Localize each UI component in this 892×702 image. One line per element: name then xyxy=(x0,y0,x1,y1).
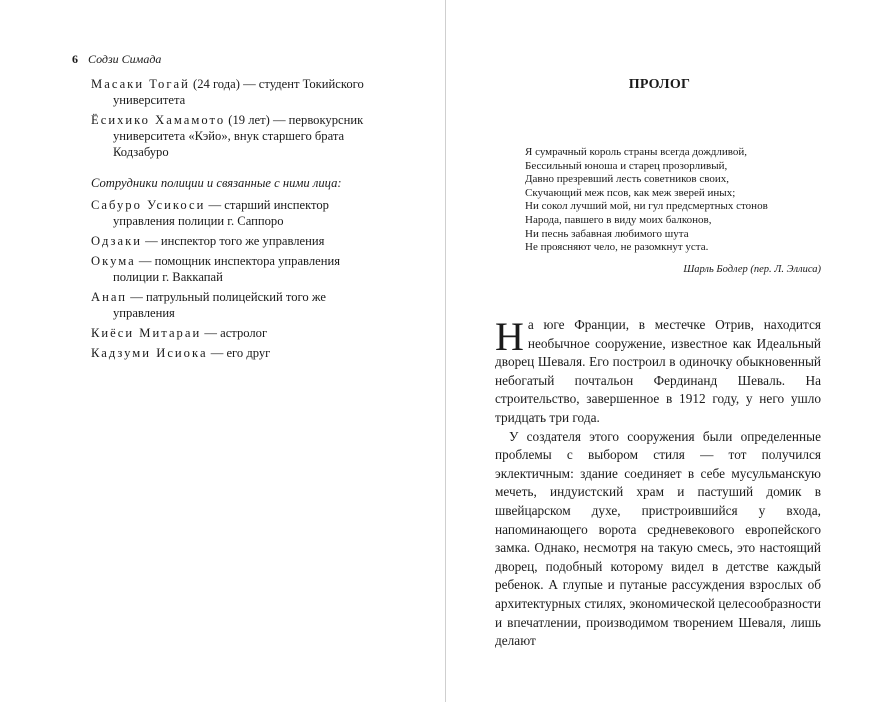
epigraph-line: Ни песнь забавная любимого шута xyxy=(525,227,689,240)
character-description: — патрульный полицейский того же управления xyxy=(113,290,326,320)
character-description: — инспектор того же управления xyxy=(142,234,325,248)
character-name: Одзаки xyxy=(91,234,143,248)
drop-cap: Н xyxy=(495,314,524,359)
character-description: — его друг xyxy=(207,346,271,360)
character-name: Анап xyxy=(91,290,128,304)
character-name: Окума xyxy=(91,254,136,268)
character-description: — старший инспектор управления полиции г. Саппоро xyxy=(113,198,329,228)
character-description: (24 года) — студент Токийского университета xyxy=(113,77,364,107)
character-description: (19 лет) — первокурсник университета «Кэйо», внук старшего брата Кодзабуро xyxy=(113,113,364,159)
epigraph-line: Скучающий меж псов, как меж зверей иных; xyxy=(525,186,736,199)
epigraph-attribution: Шарль Бодлер (пер. Л. Эллиса) xyxy=(683,264,821,275)
paragraph-text: а юге Франции, в местечке Отрив, находится необычное сооружение, известное как Идеальный дворец Шеваля. Его построил в одиночку обыкновенный небогатый почтальон Фердинанд Шеваль. На строительство, завершенное в 1912 году, у него ушло тридцать три года. xyxy=(495,317,821,425)
page-number: 6 xyxy=(72,52,78,66)
character-name: Кадзуми Исиока xyxy=(91,346,208,360)
paragraph: У создателя этого сооружения были определенные проблемы с выбором стиля — тот получился эклектичным: здание соединяет в себе мусульманскую мечеть, индуистский храм и пастуший домик в швейцарском духе, пристроившийся у входа, напоминающего ворота средневекового европейского замка. Однако, несмотря на такую смесь, это настоящий дворец, подобный которому видел в детстве каждый ребенок. А глупые и путаные рассуждения взрослых об архитектурных стилях, экономической целесообразности и впечатлении, производимом творением Шеваля, лишь делают xyxy=(495,428,821,649)
paragraph xyxy=(495,316,821,428)
character-entry xyxy=(91,289,381,321)
character-name: Масаки Тогай xyxy=(91,77,190,91)
epigraph-line: Ни сокол лучший мой, ни гул предсмертных стонов xyxy=(525,200,768,213)
character-entry xyxy=(91,76,381,108)
character-name: Киёси Митараи xyxy=(91,326,202,340)
character-entry xyxy=(91,112,381,160)
running-head xyxy=(72,52,161,67)
running-head-title: Содзи Симада xyxy=(88,52,162,66)
character-list xyxy=(91,76,381,361)
epigraph-line: Народа, павшего в виду моих балконов, xyxy=(525,213,712,226)
epigraph-line: Я сумрачный король страны всегда дождливой, xyxy=(525,146,748,158)
character-entry xyxy=(91,197,381,229)
epigraph-line: Бессильный юноша и старец прозорливый, xyxy=(525,159,728,172)
character-entry xyxy=(91,233,381,249)
character-name: Ёсихико Хамамото xyxy=(91,113,226,127)
body-text xyxy=(495,316,821,651)
character-entry xyxy=(91,325,381,341)
character-entry xyxy=(91,253,381,285)
character-description: — помощник инспектора управления полиции г. Ваккапай xyxy=(113,254,340,284)
character-entry xyxy=(91,345,381,361)
epigraph-line: Не проясняют чело, не разомкнут уста. xyxy=(525,241,709,254)
epigraph-line: Давно презревший лесть советников своих, xyxy=(525,173,729,186)
epigraph xyxy=(525,146,821,255)
character-name: Сабуро Усикоси xyxy=(91,198,206,212)
chapter-title: ПРОЛОГ xyxy=(628,77,691,92)
character-description: — астролог xyxy=(201,326,268,340)
right-page xyxy=(446,0,892,702)
police-section-heading: Сотрудники полиции и связанные с ними лица: xyxy=(91,176,342,190)
